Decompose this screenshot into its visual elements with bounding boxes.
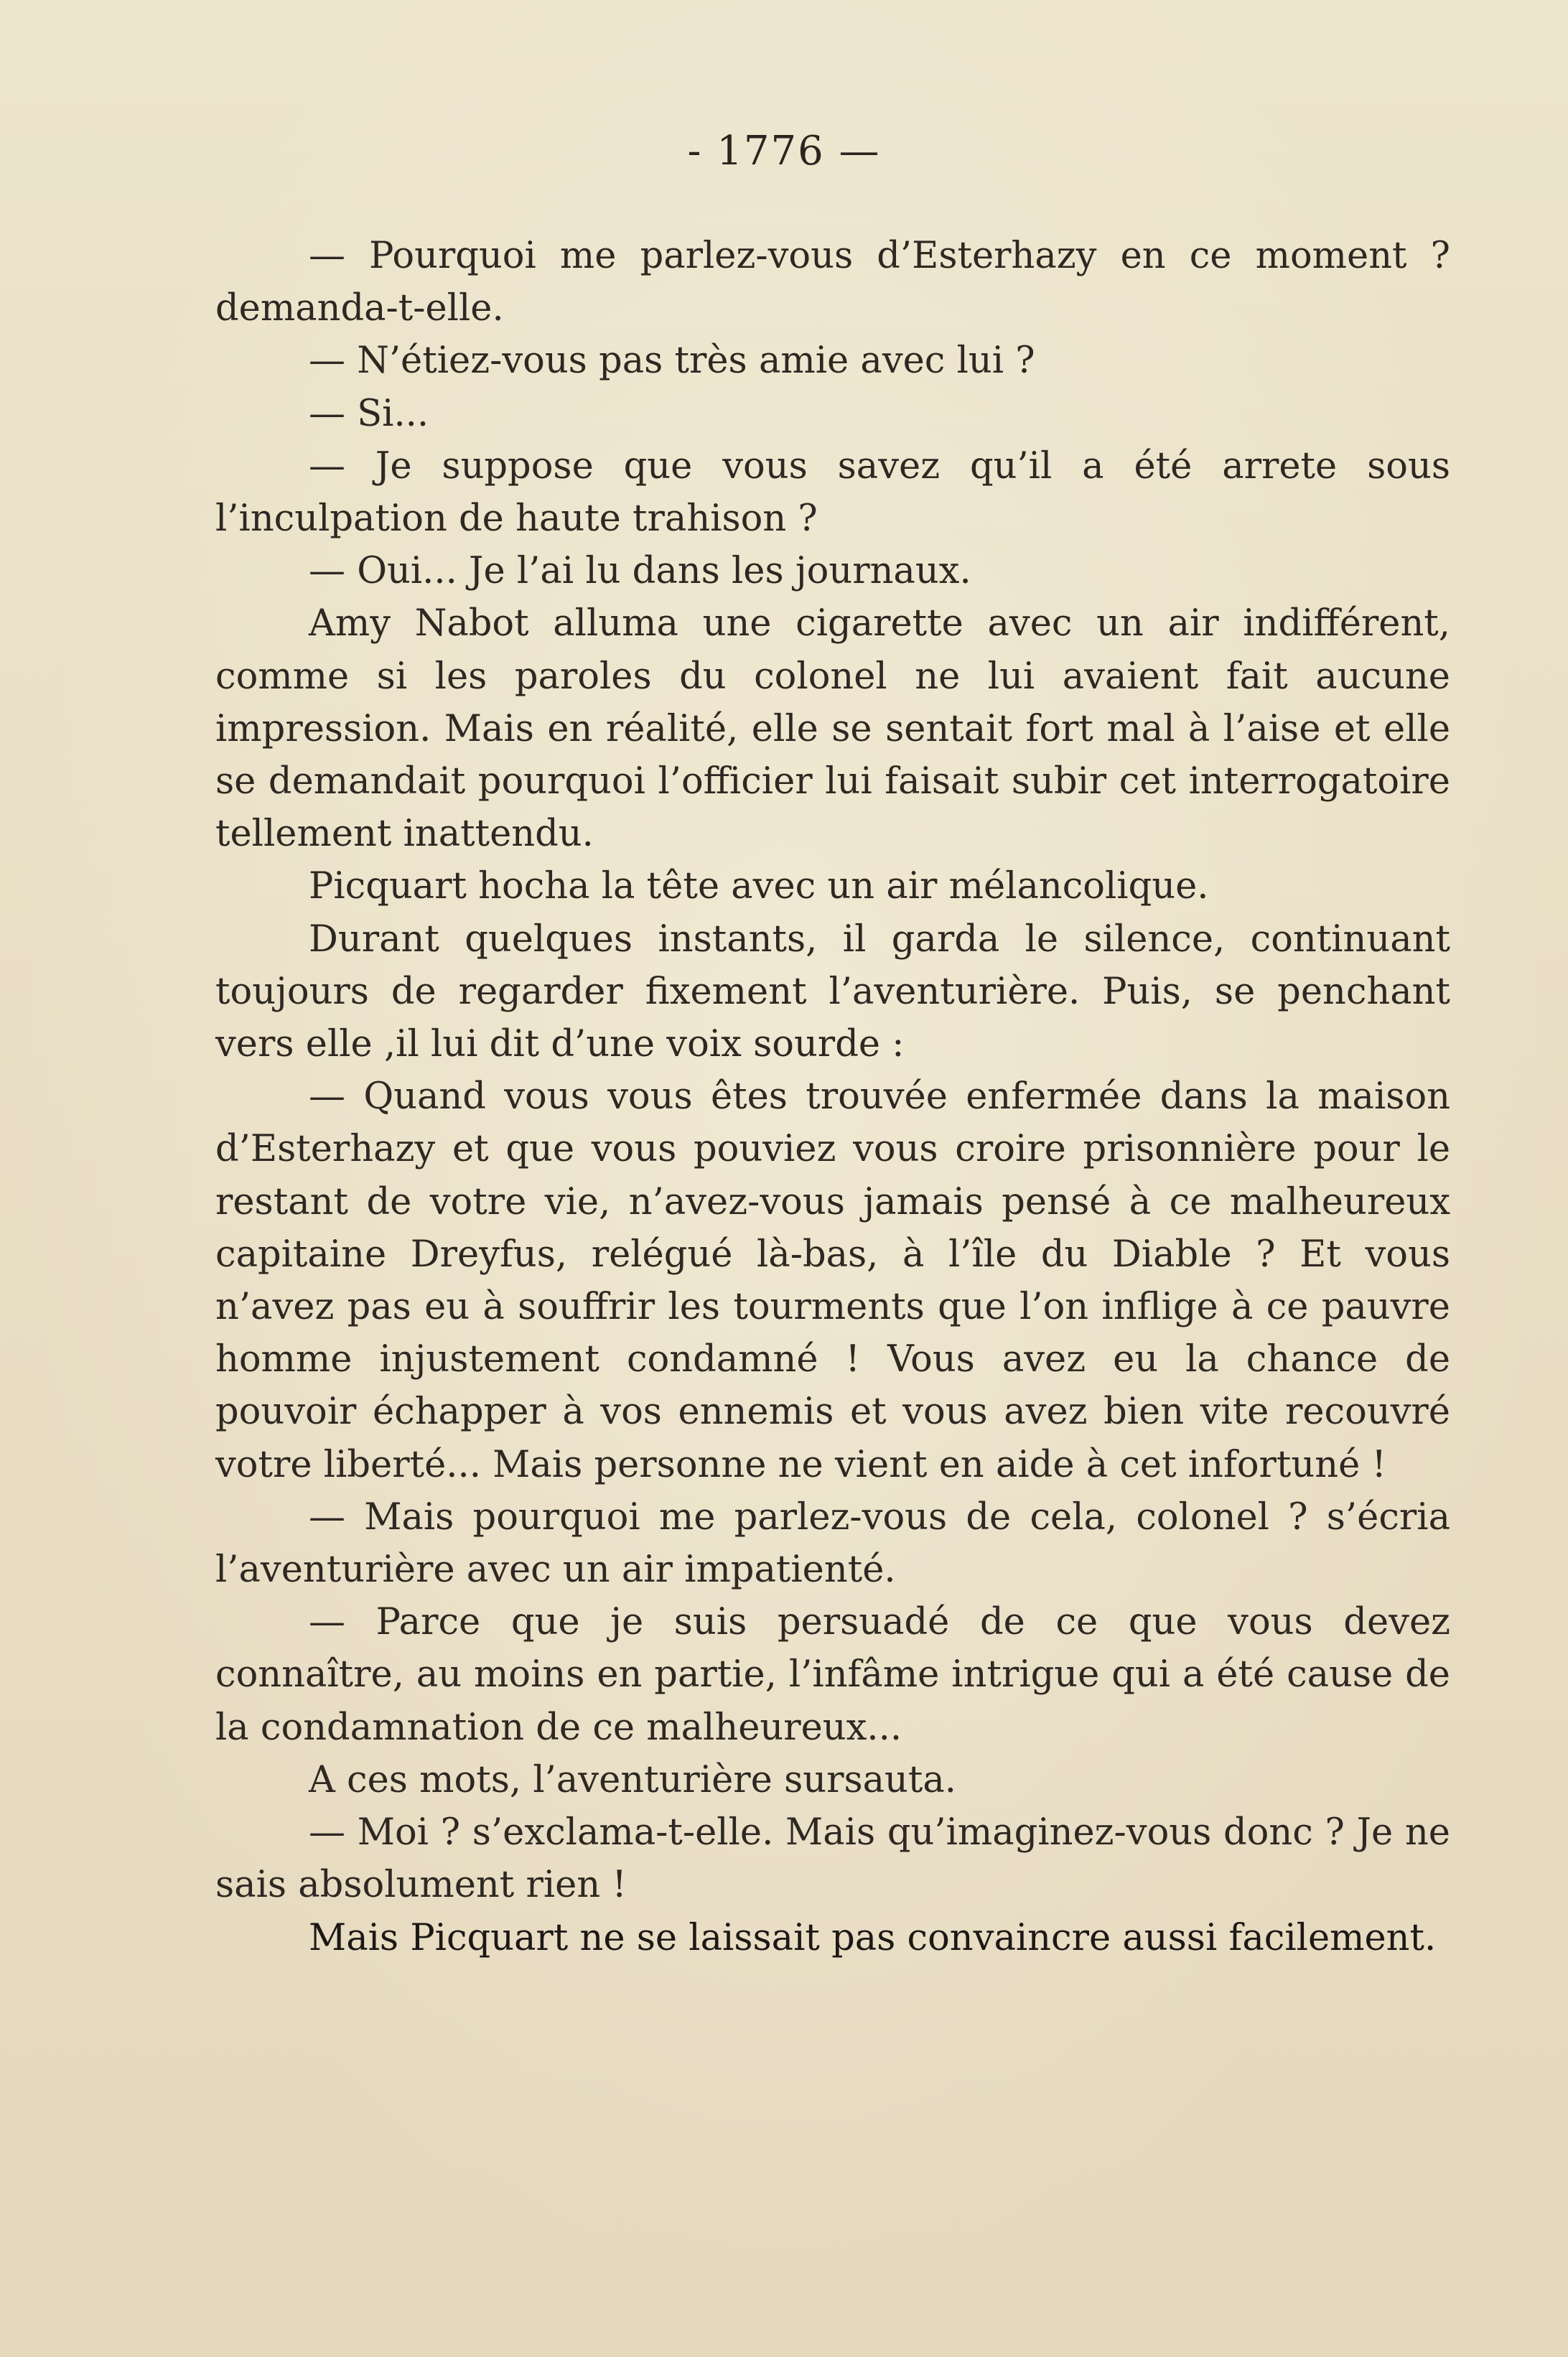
paragraph: — Parce que je suis persuadé de ce que vous devez connaître, au moins en partie, l’infâme intrigue qui a été cause de la condamnation de ce malheureux... <box>215 1601 1450 1749</box>
body-text <box>215 230 1450 1964</box>
paragraph: — Si... <box>309 392 429 435</box>
paragraph: — Pourquoi me parlez-vous d’Esterhazy en ce moment ? demanda-t-elle. <box>215 235 1450 330</box>
paragraph: Durant quelques instants, il garda le silence, continuant toujours de regarder fixement l’aventurière. Puis, se penchant vers elle ,il lui dit d’une voix sourde : <box>215 918 1450 1066</box>
paragraph: Amy Nabot alluma une cigarette avec un air indifférent, comme si les paroles du colonel ne lui avaient fait aucune impression. Mais en réalité, elle se sentait fort mal à l’aise et elle se demandait pourquoi l’officier lui faisait subir cet interrogatoire tellement inattendu. <box>215 602 1450 856</box>
paragraph: Mais Picquart ne se laissait pas convaincre aussi facilement. <box>309 1916 1437 1959</box>
page-number: - 1776 — <box>687 128 881 174</box>
paragraph: A ces mots, l’aventurière sursauta. <box>309 1758 957 1801</box>
paragraph: — Moi ? s’exclama-t-elle. Mais qu’imaginez-vous donc ? Je ne sais absolument rien ! <box>215 1811 1450 1907</box>
paragraph: — Quand vous vous êtes trouvée enfermée dans la maison d’Esterhazy et que vous pouviez vous croire prisonnière pour le restant de votre vie, n’avez-vous jamais pensé à ce malheureux capitaine Dreyfus, relégué là-bas, à l’île du Diable ? Et vous n’avez pas eu à souffrir les tourments que l’on inflige à ce pauvre homme injustement condamné ! Vous avez eu la chance de pouvoir échapper à vos ennemis et vous avez bien vite recouvré votre liberté... Mais personne ne vient en aide à cet infortuné ! <box>215 1075 1450 1486</box>
paragraph: Picquart hocha la tête avec un air mélancolique. <box>309 865 1209 908</box>
paragraph: — N’étiez-vous pas très amie avec lui ? <box>309 340 1035 383</box>
paragraph: — Mais pourquoi me parlez-vous de cela, colonel ? s’écria l’aventurière avec un air impatienté. <box>215 1495 1450 1592</box>
paragraph: — Je suppose que vous savez qu’il a été arrete sous l’inculpation de haute trahison ? <box>215 444 1450 541</box>
paragraph: — Oui... Je l’ai lu dans les journaux. <box>309 550 971 593</box>
